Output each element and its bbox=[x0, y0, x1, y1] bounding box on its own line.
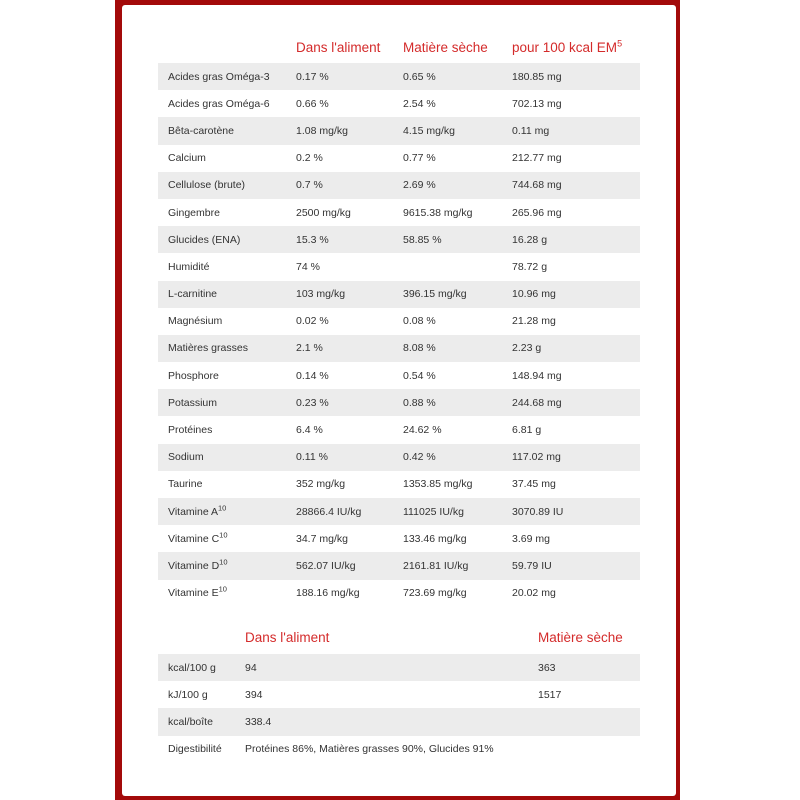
value-dry-matter: 133.46 mg/kg bbox=[403, 532, 467, 545]
table-row bbox=[158, 416, 640, 443]
table-row bbox=[158, 117, 640, 144]
value-as-fed: 74 % bbox=[296, 260, 320, 273]
value-per-100kcal: 37.45 mg bbox=[512, 478, 556, 491]
energy-as-fed: 94 bbox=[245, 661, 257, 674]
value-as-fed: 2500 mg/kg bbox=[296, 206, 351, 219]
value-dry-matter: 396.15 mg/kg bbox=[403, 288, 467, 301]
header-dry-matter: Matière sèche bbox=[403, 40, 488, 55]
value-per-100kcal: 212.77 mg bbox=[512, 152, 562, 165]
nutrient-name: Phosphore bbox=[168, 369, 219, 382]
energy-header-as-fed: Dans l'aliment bbox=[245, 630, 330, 645]
header-per-100kcal: pour 100 kcal $EM^5$ bbox=[512, 38, 623, 55]
table-row bbox=[158, 708, 640, 735]
energy-label: Digestibilité bbox=[168, 743, 222, 756]
table-row bbox=[158, 580, 640, 607]
value-per-100kcal: 16.28 g bbox=[512, 233, 548, 246]
value-dry-matter: 0.42 % bbox=[403, 451, 436, 464]
value-dry-matter: 111025 IU/kg bbox=[403, 505, 464, 518]
energy-label: kcal/boîte bbox=[168, 715, 213, 728]
value-per-100kcal: 2.23 g bbox=[512, 342, 542, 355]
value-as-fed: 0.14 % bbox=[296, 369, 329, 382]
value-dry-matter: 24.62 % bbox=[403, 424, 442, 437]
energy-rows bbox=[158, 654, 640, 763]
table-row bbox=[158, 498, 640, 525]
value-as-fed: 0.7 % bbox=[296, 179, 323, 192]
table-row bbox=[158, 471, 640, 498]
nutrition-panel bbox=[122, 5, 676, 796]
energy-dry-matter: 363 bbox=[538, 661, 556, 674]
energy-as-fed: Protéines 86%, Matières grasses 90%, Glucides 91% bbox=[245, 743, 494, 756]
footnote-ref: 10 bbox=[218, 503, 227, 513]
value-per-100kcal: 20.02 mg bbox=[512, 587, 556, 600]
table-row bbox=[158, 63, 640, 90]
value-per-100kcal: 265.96 mg bbox=[512, 206, 562, 219]
value-as-fed: 0.23 % bbox=[296, 396, 329, 409]
nutrient-name: Taurine bbox=[168, 478, 203, 491]
nutrient-name: Bêta-carotène bbox=[168, 124, 234, 137]
value-per-100kcal: 744.68 mg bbox=[512, 179, 562, 192]
value-per-100kcal: 6.81 g bbox=[512, 424, 542, 437]
nutrient-name: Vitamine $C^{10}$ bbox=[168, 530, 228, 545]
table-row bbox=[158, 253, 640, 280]
table-row bbox=[158, 552, 640, 579]
header-as-fed: Dans l'aliment bbox=[296, 40, 381, 55]
value-as-fed: 0.02 % bbox=[296, 315, 329, 328]
nutrient-name: Acides gras Oméga-6 bbox=[168, 97, 270, 110]
nutrients-table-header bbox=[158, 5, 640, 63]
value-as-fed: 0.17 % bbox=[296, 70, 329, 83]
energy-label: kJ/100 g bbox=[168, 688, 208, 701]
table-row bbox=[158, 335, 640, 362]
nutrient-name: Vitamine $E^{10}$ bbox=[168, 584, 227, 600]
nutrients-table bbox=[158, 5, 640, 607]
table-row bbox=[158, 362, 640, 389]
value-dry-matter: 2.54 % bbox=[403, 97, 436, 110]
table-row bbox=[158, 525, 640, 552]
value-per-100kcal: 148.94 mg bbox=[512, 369, 562, 382]
value-per-100kcal: 3.69 mg bbox=[512, 532, 550, 545]
value-as-fed: 352 mg/kg bbox=[296, 478, 346, 491]
value-per-100kcal: 21.28 mg bbox=[512, 315, 556, 328]
value-dry-matter: 723.69 mg/kg bbox=[403, 587, 467, 600]
value-per-100kcal: 702.13 mg bbox=[512, 97, 562, 110]
nutrient-name: Matières grasses bbox=[168, 342, 248, 355]
nutrient-name: Humidité bbox=[168, 260, 210, 273]
value-as-fed: 15.3 % bbox=[296, 233, 329, 246]
table-row bbox=[158, 90, 640, 117]
value-per-100kcal: 3070.89 IU bbox=[512, 505, 564, 518]
energy-as-fed: 394 bbox=[245, 688, 263, 701]
nutrient-rows bbox=[158, 63, 640, 607]
nutrient-name: Acides gras Oméga-3 bbox=[168, 70, 270, 83]
nutrient-name: L-carnitine bbox=[168, 288, 218, 301]
value-as-fed: 0.66 % bbox=[296, 97, 329, 110]
energy-header-dry-matter: Matière sèche bbox=[538, 630, 623, 645]
table-row bbox=[158, 681, 640, 708]
energy-dry-matter: 1517 bbox=[538, 688, 562, 701]
header-footnote-ref: 5 bbox=[617, 38, 623, 49]
footnote-ref: 10 bbox=[218, 584, 227, 594]
footnote-ref: 10 bbox=[219, 557, 228, 567]
value-dry-matter: 8.08 % bbox=[403, 342, 436, 355]
table-row bbox=[158, 444, 640, 471]
value-as-fed: 2.1 % bbox=[296, 342, 323, 355]
value-per-100kcal: 0.11 mg bbox=[512, 124, 550, 137]
table-row bbox=[158, 172, 640, 199]
value-dry-matter: 0.88 % bbox=[403, 396, 436, 409]
nutrient-name: Calcium bbox=[168, 152, 206, 165]
value-dry-matter: 2161.81 IU/kg bbox=[403, 559, 469, 572]
value-dry-matter: 1353.85 mg/kg bbox=[403, 478, 473, 491]
energy-table bbox=[158, 619, 640, 763]
energy-table-header bbox=[158, 619, 640, 654]
nutrient-name: Cellulose (brute) bbox=[168, 179, 246, 192]
value-per-100kcal: 59.79 IU bbox=[512, 559, 552, 572]
value-as-fed: 34.7 mg/kg bbox=[296, 532, 348, 545]
value-per-100kcal: 117.02 mg bbox=[512, 451, 561, 464]
value-dry-matter: 0.65 % bbox=[403, 70, 436, 83]
value-as-fed: 6.4 % bbox=[296, 424, 323, 437]
table-row bbox=[158, 199, 640, 226]
value-dry-matter: 0.08 % bbox=[403, 315, 436, 328]
table-row bbox=[158, 389, 640, 416]
value-dry-matter: 58.85 % bbox=[403, 233, 442, 246]
value-per-100kcal: 78.72 g bbox=[512, 260, 548, 273]
value-dry-matter: 4.15 mg/kg bbox=[403, 124, 455, 137]
footnote-ref: 10 bbox=[219, 530, 228, 540]
nutrient-name: Vitamine $D^{10}$ bbox=[168, 557, 228, 572]
value-as-fed: 0.11 % bbox=[296, 451, 328, 464]
value-as-fed: 188.16 mg/kg bbox=[296, 587, 360, 600]
nutrient-name: Glucides (ENA) bbox=[168, 233, 241, 246]
nutrient-name: Potassium bbox=[168, 396, 218, 409]
nutrient-name: Protéines bbox=[168, 424, 213, 437]
value-as-fed: 28866.4 IU/kg bbox=[296, 505, 362, 518]
nutrient-name: Magnésium bbox=[168, 315, 223, 328]
value-as-fed: 103 mg/kg bbox=[296, 288, 346, 301]
nutrient-name: Sodium bbox=[168, 451, 204, 464]
value-dry-matter: 0.77 % bbox=[403, 152, 436, 165]
table-row bbox=[158, 226, 640, 253]
energy-label: kcal/100 g bbox=[168, 661, 216, 674]
value-dry-matter: 2.69 % bbox=[403, 179, 436, 192]
table-row bbox=[158, 654, 640, 681]
table-row bbox=[158, 736, 640, 763]
value-as-fed: 0.2 % bbox=[296, 152, 323, 165]
table-row bbox=[158, 145, 640, 172]
nutrient-name: Vitamine $A^{10}$ bbox=[168, 503, 227, 518]
value-as-fed: 562.07 IU/kg bbox=[296, 559, 356, 572]
nutrient-name: Gingembre bbox=[168, 206, 220, 219]
table-row bbox=[158, 308, 640, 335]
energy-as-fed: 338.4 bbox=[245, 715, 272, 728]
value-dry-matter: 9615.38 mg/kg bbox=[403, 206, 473, 219]
value-per-100kcal: 244.68 mg bbox=[512, 396, 562, 409]
value-per-100kcal: 10.96 mg bbox=[512, 288, 556, 301]
table-row bbox=[158, 281, 640, 308]
value-per-100kcal: 180.85 mg bbox=[512, 70, 562, 83]
value-dry-matter: 0.54 % bbox=[403, 369, 436, 382]
value-as-fed: 1.08 mg/kg bbox=[296, 124, 348, 137]
